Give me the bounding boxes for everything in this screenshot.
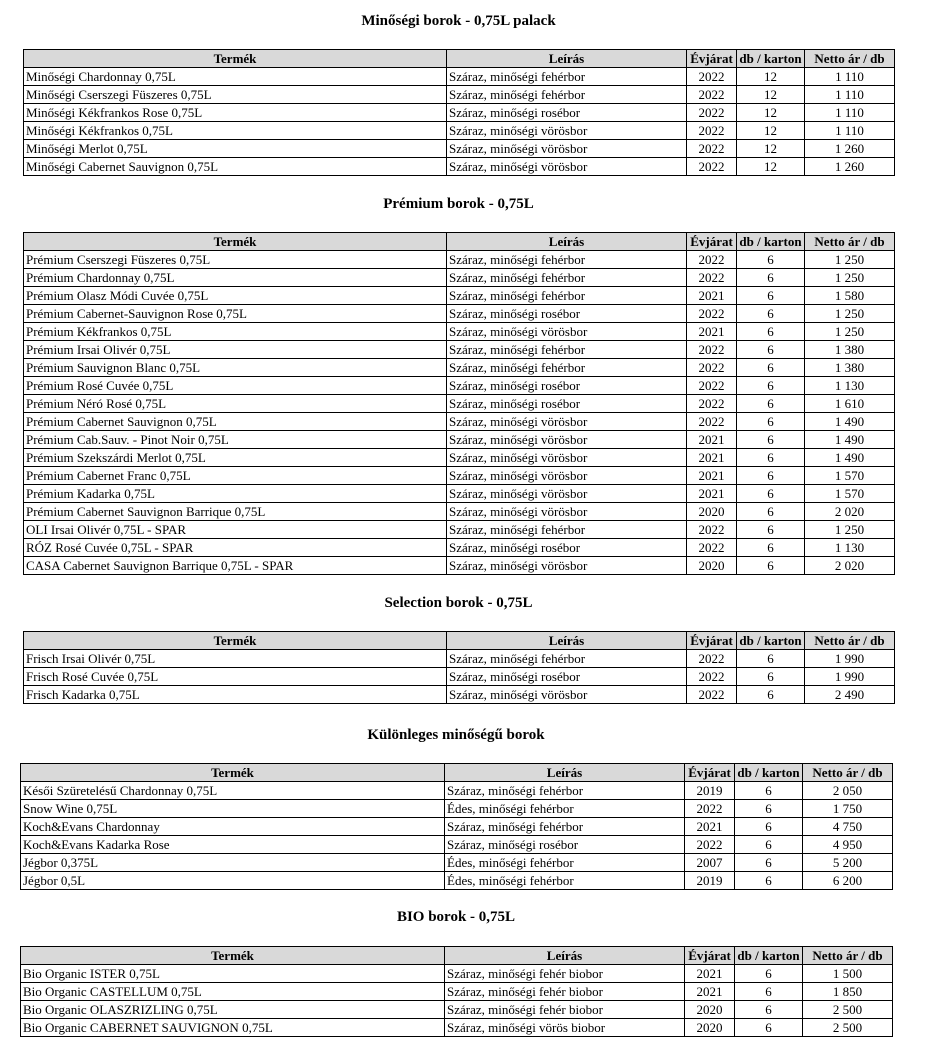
description-cell: Száraz, minőségi vörösbor <box>447 503 687 521</box>
product-cell: Prémium Cabernet-Sauvignon Rose 0,75L <box>24 305 447 323</box>
header-per-carton: db / karton <box>735 947 803 965</box>
per-carton-cell: 6 <box>737 431 805 449</box>
per-carton-cell: 6 <box>737 686 805 704</box>
per-carton-cell: 6 <box>737 485 805 503</box>
description-cell: Édes, minőségi fehérbor <box>445 800 685 818</box>
product-cell: Prémium Szekszárdi Merlot 0,75L <box>24 449 447 467</box>
header-per-carton: db / karton <box>737 233 805 251</box>
net-price-cell: 1 850 <box>803 983 893 1001</box>
table-header-row <box>24 233 895 251</box>
header-vintage: Évjárat <box>685 764 735 782</box>
table-row <box>24 269 895 287</box>
per-carton-cell: 6 <box>737 377 805 395</box>
per-carton-cell: 6 <box>735 983 803 1001</box>
table-row <box>24 140 895 158</box>
per-carton-cell: 6 <box>737 557 805 575</box>
table-header-row <box>24 632 895 650</box>
product-cell: Frisch Rosé Cuvée 0,75L <box>24 668 447 686</box>
table-row <box>24 431 895 449</box>
net-price-cell: 1 380 <box>805 341 895 359</box>
table-row <box>24 323 895 341</box>
description-cell: Édes, minőségi fehérbor <box>445 872 685 890</box>
per-carton-cell: 6 <box>737 341 805 359</box>
vintage-cell: 2020 <box>685 1019 735 1037</box>
vintage-cell: 2022 <box>687 104 737 122</box>
per-carton-cell: 6 <box>737 650 805 668</box>
header-per-carton: db / karton <box>737 632 805 650</box>
table-header-row <box>24 50 895 68</box>
per-carton-cell: 6 <box>737 305 805 323</box>
net-price-cell: 1 990 <box>805 650 895 668</box>
description-cell: Száraz, minőségi vörösbor <box>447 485 687 503</box>
per-carton-cell: 12 <box>737 104 805 122</box>
per-carton-cell: 6 <box>737 269 805 287</box>
vintage-cell: 2022 <box>687 158 737 176</box>
net-price-cell: 1 990 <box>805 668 895 686</box>
description-cell: Száraz, minőségi fehérbor <box>447 287 687 305</box>
table-row <box>21 983 893 1001</box>
header-net-price: Netto ár / db <box>803 764 893 782</box>
description-cell: Száraz, minőségi vörösbor <box>447 122 687 140</box>
vintage-cell: 2021 <box>685 818 735 836</box>
per-carton-cell: 6 <box>737 395 805 413</box>
vintage-cell: 2022 <box>687 413 737 431</box>
header-description: Leírás <box>447 50 687 68</box>
net-price-cell: 1 610 <box>805 395 895 413</box>
description-cell: Száraz, minőségi fehérbor <box>447 251 687 269</box>
product-cell: Prémium Cabernet Franc 0,75L <box>24 467 447 485</box>
vintage-cell: 2021 <box>685 983 735 1001</box>
table-header-row <box>21 764 893 782</box>
vintage-cell: 2022 <box>687 650 737 668</box>
price-table <box>20 946 893 1037</box>
description-cell: Száraz, minőségi fehérbor <box>447 650 687 668</box>
net-price-cell: 1 250 <box>805 305 895 323</box>
product-cell: Prémium Sauvignon Blanc 0,75L <box>24 359 447 377</box>
per-carton-cell: 12 <box>737 68 805 86</box>
product-cell: Prémium Cabernet Sauvignon 0,75L <box>24 413 447 431</box>
description-cell: Száraz, minőségi fehérbor <box>445 782 685 800</box>
table-row <box>24 539 895 557</box>
vintage-cell: 2022 <box>687 521 737 539</box>
net-price-cell: 1 110 <box>805 86 895 104</box>
per-carton-cell: 6 <box>737 539 805 557</box>
per-carton-cell: 6 <box>737 323 805 341</box>
table-row <box>21 1019 893 1037</box>
net-price-cell: 2 500 <box>803 1001 893 1019</box>
product-cell: Frisch Kadarka 0,75L <box>24 686 447 704</box>
description-cell: Száraz, minőségi fehér biobor <box>445 983 685 1001</box>
per-carton-cell: 6 <box>735 872 803 890</box>
table-row <box>21 818 893 836</box>
header-net-price: Netto ár / db <box>805 233 895 251</box>
table-row <box>24 86 895 104</box>
product-cell: OLI Irsai Olivér 0,75L - SPAR <box>24 521 447 539</box>
description-cell: Száraz, minőségi fehérbor <box>447 359 687 377</box>
description-cell: Száraz, minőségi fehérbor <box>447 68 687 86</box>
per-carton-cell: 6 <box>737 359 805 377</box>
per-carton-cell: 6 <box>737 668 805 686</box>
net-price-cell: 2 490 <box>805 686 895 704</box>
product-cell: Koch&Evans Chardonnay <box>21 818 445 836</box>
net-price-cell: 4 750 <box>803 818 893 836</box>
product-cell: Prémium Kékfrankos 0,75L <box>24 323 447 341</box>
description-cell: Száraz, minőségi rosébor <box>447 305 687 323</box>
vintage-cell: 2022 <box>687 305 737 323</box>
table-row <box>24 650 895 668</box>
product-cell: Koch&Evans Kadarka Rose <box>21 836 445 854</box>
table-row <box>24 557 895 575</box>
vintage-cell: 2022 <box>687 377 737 395</box>
product-cell: Prémium Cabernet Sauvignon Barrique 0,75L <box>24 503 447 521</box>
table-row <box>24 158 895 176</box>
header-product: Termék <box>21 764 445 782</box>
net-price-cell: 1 260 <box>805 158 895 176</box>
vintage-cell: 2022 <box>687 395 737 413</box>
net-price-cell: 1 490 <box>805 431 895 449</box>
vintage-cell: 2022 <box>687 86 737 104</box>
table-row <box>24 395 895 413</box>
product-cell: Minőségi Cabernet Sauvignon 0,75L <box>24 158 447 176</box>
header-description: Leírás <box>445 947 685 965</box>
per-carton-cell: 6 <box>737 287 805 305</box>
vintage-cell: 2021 <box>685 965 735 983</box>
per-carton-cell: 6 <box>737 449 805 467</box>
table-row <box>24 449 895 467</box>
vintage-cell: 2020 <box>687 503 737 521</box>
description-cell: Száraz, minőségi vörösbor <box>447 158 687 176</box>
table-row <box>21 836 893 854</box>
product-cell: Prémium Kadarka 0,75L <box>24 485 447 503</box>
product-cell: Bio Organic CASTELLUM 0,75L <box>21 983 445 1001</box>
net-price-cell: 2 050 <box>803 782 893 800</box>
header-per-carton: db / karton <box>737 50 805 68</box>
net-price-cell: 1 570 <box>805 467 895 485</box>
description-cell: Száraz, minőségi vörösbor <box>447 686 687 704</box>
table-header-row <box>21 947 893 965</box>
net-price-cell: 1 130 <box>805 377 895 395</box>
per-carton-cell: 12 <box>737 122 805 140</box>
header-product: Termék <box>24 50 447 68</box>
vintage-cell: 2022 <box>687 686 737 704</box>
net-price-cell: 1 260 <box>805 140 895 158</box>
vintage-cell: 2019 <box>685 782 735 800</box>
net-price-cell: 5 200 <box>803 854 893 872</box>
per-carton-cell: 12 <box>737 86 805 104</box>
header-description: Leírás <box>447 632 687 650</box>
net-price-cell: 1 130 <box>805 539 895 557</box>
table-row <box>24 305 895 323</box>
description-cell: Száraz, minőségi vörösbor <box>447 467 687 485</box>
net-price-cell: 1 580 <box>805 287 895 305</box>
description-cell: Száraz, minőségi vörös biobor <box>445 1019 685 1037</box>
table-row <box>24 287 895 305</box>
description-cell: Száraz, minőségi rosébor <box>447 539 687 557</box>
header-net-price: Netto ár / db <box>803 947 893 965</box>
vintage-cell: 2022 <box>687 341 737 359</box>
description-cell: Száraz, minőségi fehérbor <box>445 818 685 836</box>
per-carton-cell: 12 <box>737 140 805 158</box>
product-cell: Bio Organic OLASZRIZLING 0,75L <box>21 1001 445 1019</box>
product-cell: Frisch Irsai Olivér 0,75L <box>24 650 447 668</box>
vintage-cell: 2022 <box>687 122 737 140</box>
product-cell: Prémium Cab.Sauv. - Pinot Noir 0,75L <box>24 431 447 449</box>
per-carton-cell: 6 <box>735 818 803 836</box>
description-cell: Száraz, minőségi rosébor <box>447 104 687 122</box>
section-title: Selection borok - 0,75L <box>384 595 533 611</box>
per-carton-cell: 6 <box>735 965 803 983</box>
price-table <box>20 763 893 890</box>
per-carton-cell: 6 <box>737 413 805 431</box>
product-cell: Bio Organic CABERNET SAUVIGNON 0,75L <box>21 1019 445 1037</box>
table-row <box>24 467 895 485</box>
header-product: Termék <box>24 632 447 650</box>
vintage-cell: 2022 <box>687 68 737 86</box>
table-row <box>24 251 895 269</box>
table-row <box>21 872 893 890</box>
price-table <box>23 49 895 176</box>
net-price-cell: 1 570 <box>805 485 895 503</box>
table-row <box>24 122 895 140</box>
description-cell: Száraz, minőségi rosébor <box>447 668 687 686</box>
per-carton-cell: 6 <box>735 1001 803 1019</box>
per-carton-cell: 6 <box>735 854 803 872</box>
product-cell: Prémium Néró Rosé 0,75L <box>24 395 447 413</box>
section-title: Minőségi borok - 0,75L palack <box>361 13 556 29</box>
table-row <box>24 359 895 377</box>
net-price-cell: 1 250 <box>805 269 895 287</box>
product-cell: CASA Cabernet Sauvignon Barrique 0,75L - SPAR <box>24 557 447 575</box>
vintage-cell: 2021 <box>687 287 737 305</box>
table-row <box>21 965 893 983</box>
table-row <box>21 854 893 872</box>
section-title: Különleges minőségű borok <box>367 727 545 743</box>
net-price-cell: 2 020 <box>805 557 895 575</box>
net-price-cell: 1 110 <box>805 122 895 140</box>
product-cell: Prémium Rosé Cuvée 0,75L <box>24 377 447 395</box>
description-cell: Száraz, minőségi vörösbor <box>447 431 687 449</box>
product-cell: Minőségi Kékfrankos 0,75L <box>24 122 447 140</box>
net-price-cell: 1 110 <box>805 68 895 86</box>
description-cell: Száraz, minőségi rosébor <box>447 377 687 395</box>
product-cell: Prémium Irsai Olivér 0,75L <box>24 341 447 359</box>
product-cell: Jégbor 0,5L <box>21 872 445 890</box>
per-carton-cell: 12 <box>737 158 805 176</box>
description-cell: Száraz, minőségi rosébor <box>445 836 685 854</box>
product-cell: Prémium Olasz Módi Cuvée 0,75L <box>24 287 447 305</box>
vintage-cell: 2022 <box>687 251 737 269</box>
net-price-cell: 1 250 <box>805 521 895 539</box>
header-description: Leírás <box>445 764 685 782</box>
header-vintage: Évjárat <box>687 632 737 650</box>
per-carton-cell: 6 <box>737 503 805 521</box>
table-row <box>24 104 895 122</box>
table-row <box>21 1001 893 1019</box>
net-price-cell: 1 380 <box>805 359 895 377</box>
per-carton-cell: 6 <box>735 800 803 818</box>
vintage-cell: 2022 <box>687 359 737 377</box>
table-row <box>24 413 895 431</box>
net-price-cell: 2 020 <box>805 503 895 521</box>
description-cell: Száraz, minőségi vörösbor <box>447 323 687 341</box>
header-per-carton: db / karton <box>735 764 803 782</box>
vintage-cell: 2020 <box>687 557 737 575</box>
net-price-cell: 1 490 <box>805 413 895 431</box>
table-row <box>24 686 895 704</box>
table-row <box>24 341 895 359</box>
description-cell: Száraz, minőségi fehér biobor <box>445 1001 685 1019</box>
table-row <box>24 668 895 686</box>
table-row <box>24 521 895 539</box>
description-cell: Száraz, minőségi fehérbor <box>447 269 687 287</box>
header-net-price: Netto ár / db <box>805 632 895 650</box>
header-vintage: Évjárat <box>687 233 737 251</box>
table-row <box>24 485 895 503</box>
table-row <box>24 377 895 395</box>
vintage-cell: 2007 <box>685 854 735 872</box>
section-title: BIO borok - 0,75L <box>396 909 516 925</box>
description-cell: Száraz, minőségi vörösbor <box>447 140 687 158</box>
product-cell: Késői Szüretelésű Chardonnay 0,75L <box>21 782 445 800</box>
header-vintage: Évjárat <box>687 50 737 68</box>
product-cell: Prémium Chardonnay 0,75L <box>24 269 447 287</box>
net-price-cell: 2 500 <box>803 1019 893 1037</box>
section-title: Prémium borok - 0,75L <box>383 196 534 212</box>
net-price-cell: 1 250 <box>805 323 895 341</box>
per-carton-cell: 6 <box>737 251 805 269</box>
net-price-cell: 1 500 <box>803 965 893 983</box>
vintage-cell: 2020 <box>685 1001 735 1019</box>
vintage-cell: 2019 <box>685 872 735 890</box>
description-cell: Száraz, minőségi vörösbor <box>447 413 687 431</box>
vintage-cell: 2021 <box>687 431 737 449</box>
per-carton-cell: 6 <box>737 467 805 485</box>
vintage-cell: 2022 <box>687 140 737 158</box>
table-row <box>24 503 895 521</box>
product-cell: Minőségi Merlot 0,75L <box>24 140 447 158</box>
product-cell: Prémium Cserszegi Füszeres 0,75L <box>24 251 447 269</box>
price-table <box>23 631 895 704</box>
net-price-cell: 6 200 <box>803 872 893 890</box>
net-price-cell: 1 750 <box>803 800 893 818</box>
vintage-cell: 2022 <box>687 668 737 686</box>
description-cell: Száraz, minőségi vörösbor <box>447 557 687 575</box>
description-cell: Száraz, minőségi rosébor <box>447 395 687 413</box>
per-carton-cell: 6 <box>735 1019 803 1037</box>
header-vintage: Évjárat <box>685 947 735 965</box>
product-cell: Minőségi Kékfrankos Rose 0,75L <box>24 104 447 122</box>
product-cell: Minőségi Cserszegi Füszeres 0,75L <box>24 86 447 104</box>
vintage-cell: 2022 <box>685 800 735 818</box>
per-carton-cell: 6 <box>735 782 803 800</box>
net-price-cell: 1 250 <box>805 251 895 269</box>
description-cell: Száraz, minőségi fehérbor <box>447 86 687 104</box>
product-cell: Jégbor 0,375L <box>21 854 445 872</box>
vintage-cell: 2021 <box>687 323 737 341</box>
description-cell: Száraz, minőségi fehérbor <box>447 521 687 539</box>
product-cell: Snow Wine 0,75L <box>21 800 445 818</box>
vintage-cell: 2021 <box>687 449 737 467</box>
header-description: Leírás <box>447 233 687 251</box>
header-net-price: Netto ár / db <box>805 50 895 68</box>
product-cell: Bio Organic ISTER 0,75L <box>21 965 445 983</box>
table-row <box>21 800 893 818</box>
description-cell: Száraz, minőségi vörösbor <box>447 449 687 467</box>
description-cell: Édes, minőségi fehérbor <box>445 854 685 872</box>
per-carton-cell: 6 <box>735 836 803 854</box>
header-product: Termék <box>24 233 447 251</box>
net-price-cell: 4 950 <box>803 836 893 854</box>
product-cell: RÓZ Rosé Cuvée 0,75L - SPAR <box>24 539 447 557</box>
vintage-cell: 2022 <box>687 269 737 287</box>
vintage-cell: 2022 <box>685 836 735 854</box>
product-cell: Minőségi Chardonnay 0,75L <box>24 68 447 86</box>
table-row <box>21 782 893 800</box>
vintage-cell: 2021 <box>687 485 737 503</box>
vintage-cell: 2022 <box>687 539 737 557</box>
description-cell: Száraz, minőségi fehérbor <box>447 341 687 359</box>
net-price-cell: 1 110 <box>805 104 895 122</box>
description-cell: Száraz, minőségi fehér biobor <box>445 965 685 983</box>
price-table <box>23 232 895 575</box>
per-carton-cell: 6 <box>737 521 805 539</box>
header-product: Termék <box>21 947 445 965</box>
net-price-cell: 1 490 <box>805 449 895 467</box>
vintage-cell: 2021 <box>687 467 737 485</box>
table-row <box>24 68 895 86</box>
